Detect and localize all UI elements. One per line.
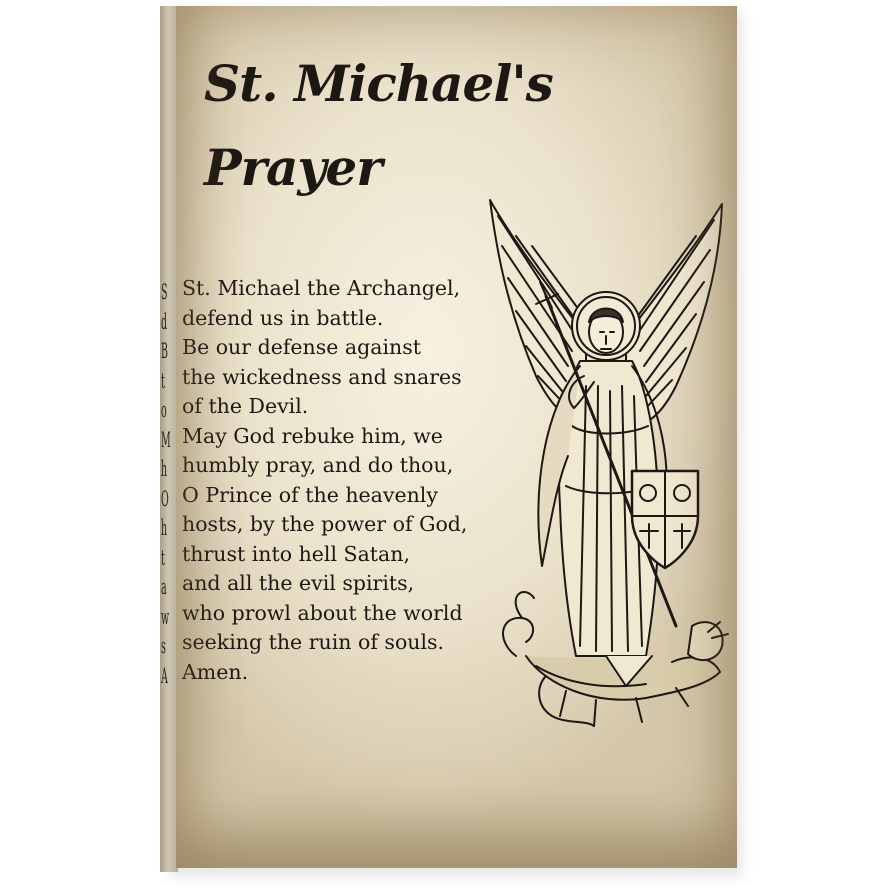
wrapped-edge-letter: w [161, 604, 170, 629]
prayer-line: defend us in battle. [182, 305, 384, 330]
wrapped-edge-letter: h [161, 457, 168, 481]
prayer-line: thrust into hell Satan, [182, 541, 410, 566]
wrapped-edge-letter: O [161, 486, 169, 511]
wrapped-edge-letter: s [161, 634, 166, 658]
archangel-illustration [476, 186, 736, 746]
wrapped-edge-letter: d [161, 309, 168, 334]
prayer-line: of the Devil. [182, 394, 309, 418]
prayer-line: humbly pray, and do thou, [182, 453, 454, 477]
prayer-line: St. Michael the Archangel, [182, 276, 461, 300]
wrapped-edge-letter: M [161, 427, 171, 452]
wrapped-edge-letter: t [161, 545, 165, 570]
prayer-line: hosts, by the power of God, [182, 512, 468, 536]
prayer-line: seeking the ruin of souls. [182, 630, 445, 654]
wrapped-edge-letter: S [161, 280, 168, 304]
wrapped-edge-letter: B [161, 339, 168, 363]
wrapped-edge-letters [161, 278, 171, 691]
wrapped-edge-letter: t [161, 368, 165, 393]
prayer-line: Be our defense against [182, 335, 422, 359]
wrapped-edge-letter: A [161, 663, 168, 688]
canvas-print [176, 6, 737, 868]
title-line-1: St. Michael's [204, 54, 553, 113]
title-line-2: Prayer [204, 138, 382, 197]
wrapped-edge-letter: o [161, 398, 167, 422]
prayer-line: who prowl about the world [182, 600, 463, 625]
wrapped-edge-letter: h [161, 516, 168, 540]
prayer-line: and all the evil spirits, [182, 571, 415, 595]
prayer-line: O Prince of the heavenly [182, 482, 438, 507]
prayer-line: the wickedness and snares [182, 364, 462, 389]
prayer-line: Amen. [182, 659, 249, 684]
prayer-line: May God rebuke him, we [182, 423, 443, 448]
wrapped-edge-letter: a [161, 575, 167, 599]
